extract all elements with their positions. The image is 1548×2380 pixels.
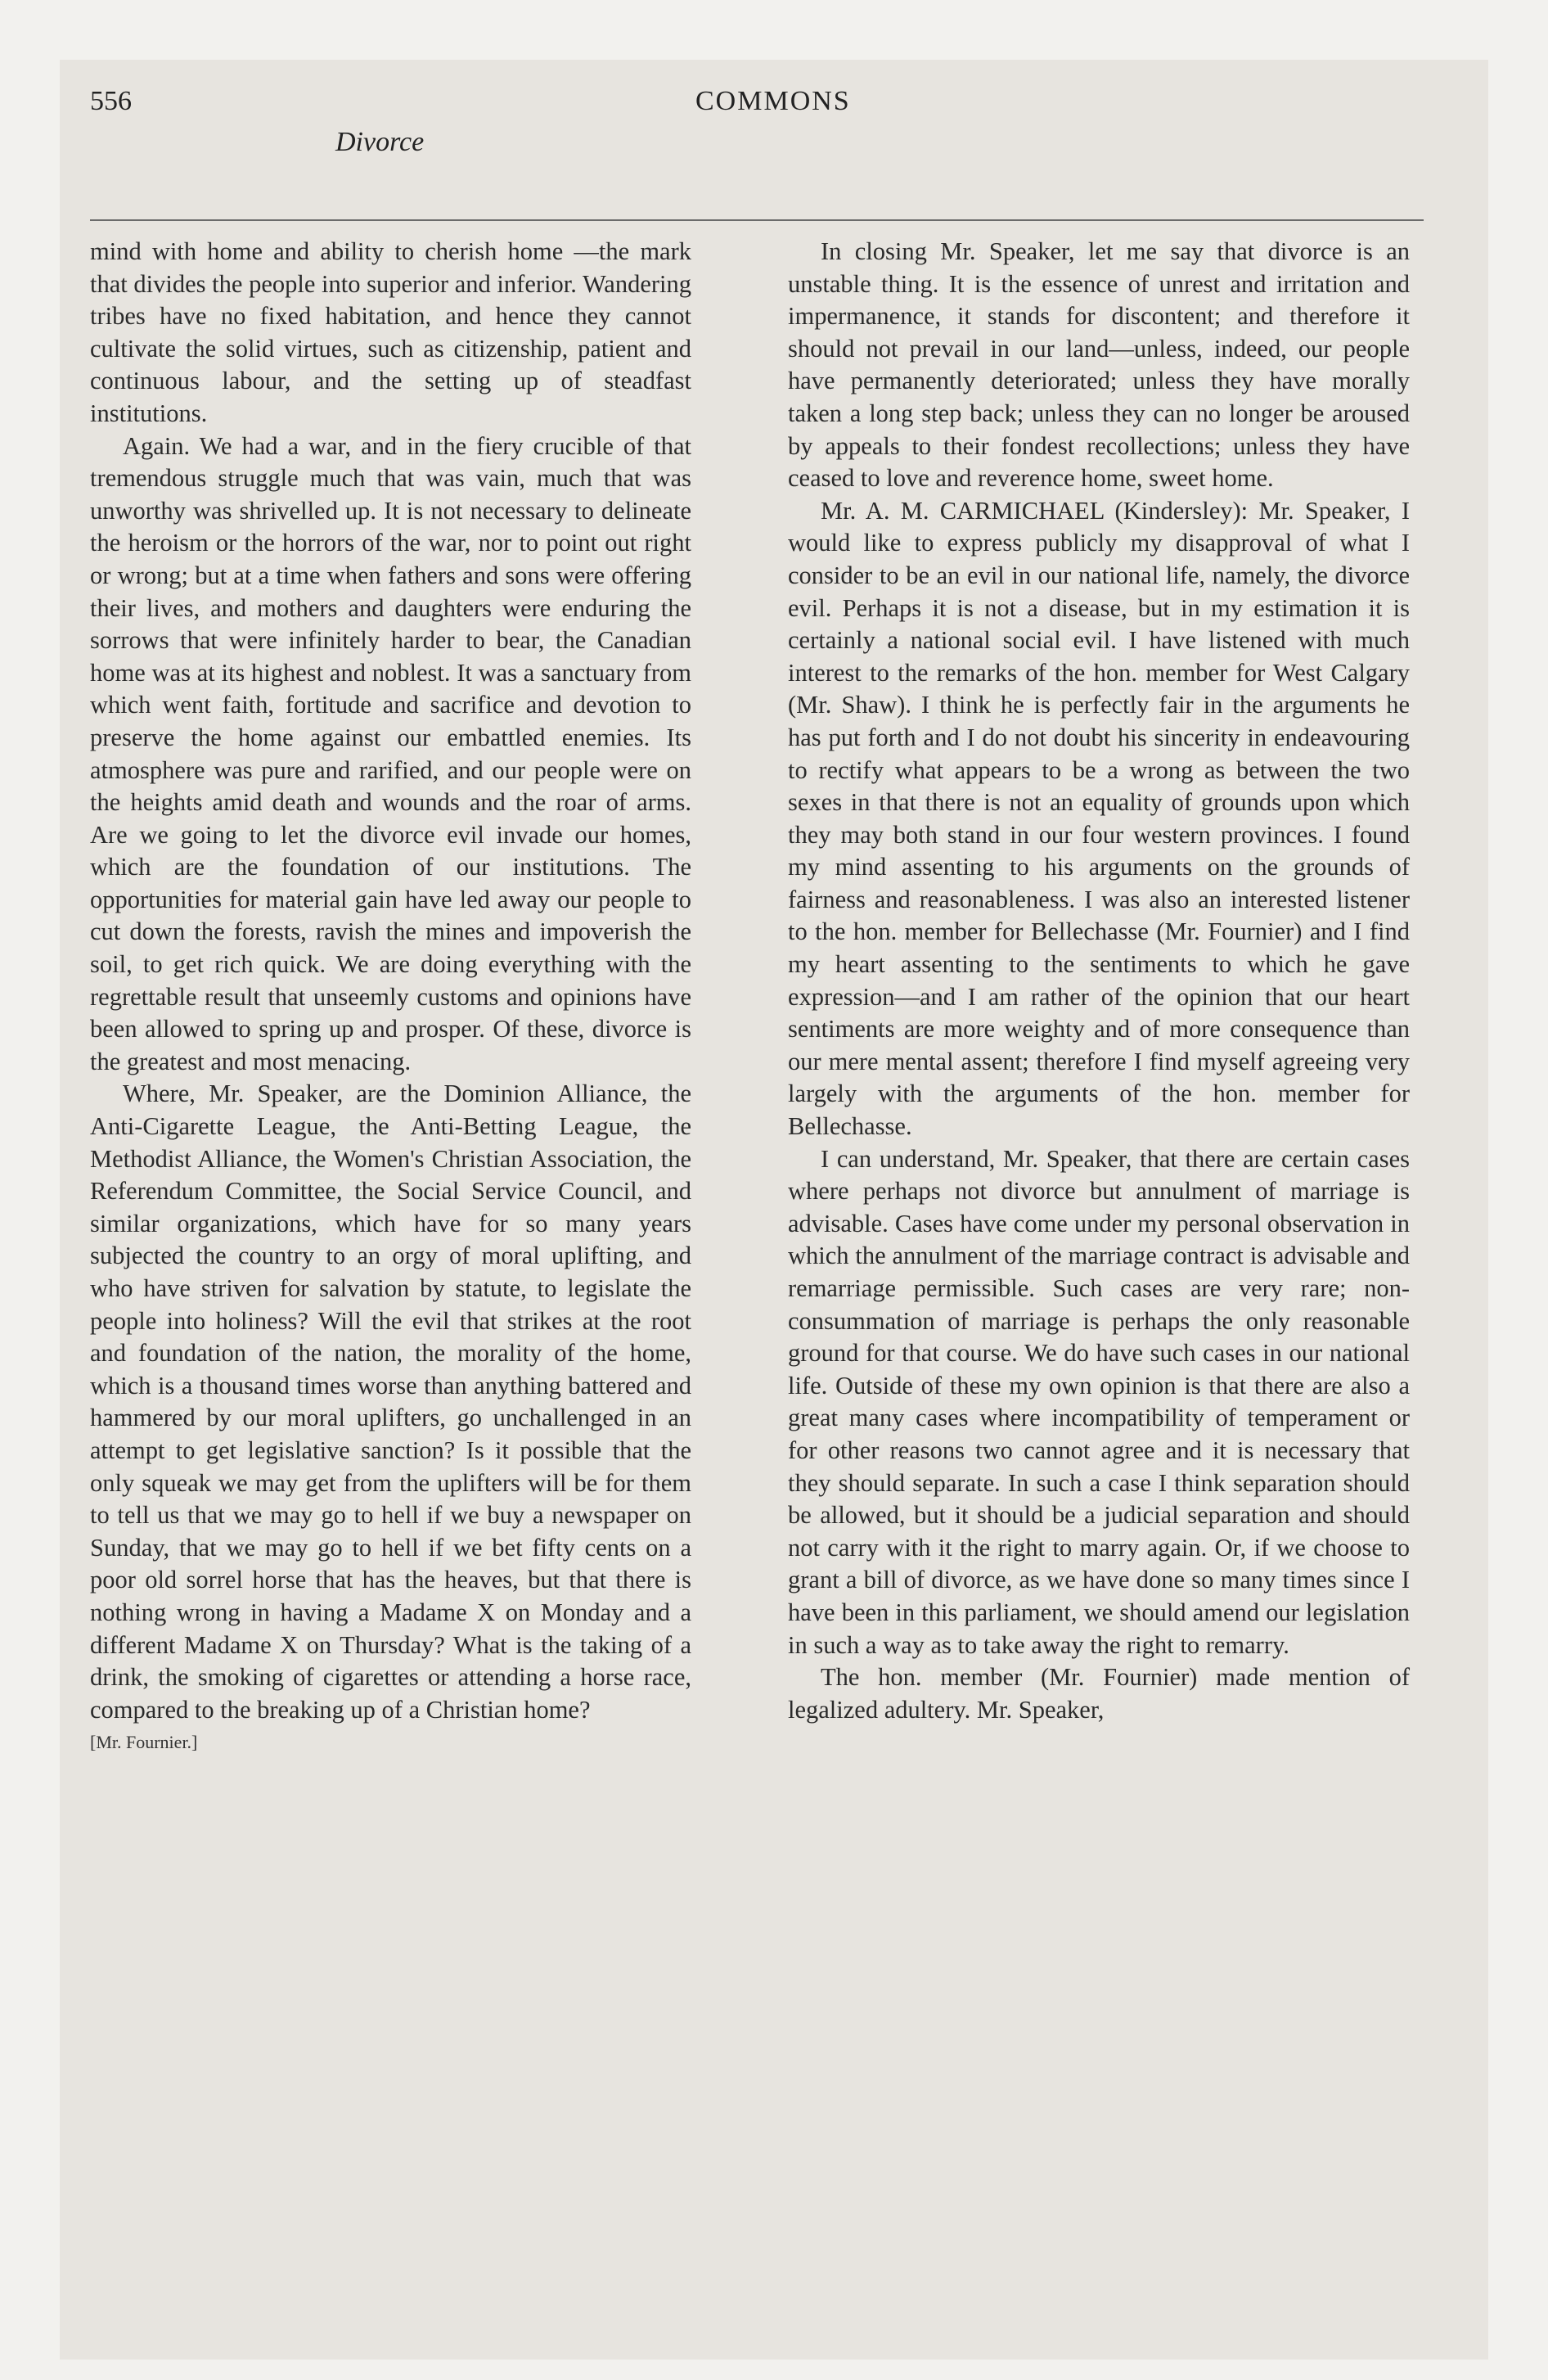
- paragraph: The hon. member (Mr. Fournier) made mention of legalized adultery. Mr. Speaker,: [788, 1663, 1410, 1724]
- paragraph: Again. We had a war, and in the fiery crucible of that tremendous struggle much that was vain, much that was unworthy was shrivelled up. It is not necessary to delineate the heroism or the horrors of the war, nor to point out right or wrong; but at a time when fathers and sons were offering their lives, and mothers and daughters were enduring the sorrows that were infinitely harder to bear, the Canadian home was at its highest and noblest. It was a sanctuary from which went faith, fortitude and sacrifice and devotion to preserve the home against our embattled enemies. Its atmosphere was pure and rarified, and our people were on the heights amid death and wounds and the roar of arms. Are we going to let the divorce evil invade our homes, which are the foundation of our institutions. The opportunities for material gain have led away our people to cut down the forests, ravish the mines and impoverish the soil, to get rich quick. We are doing everything with the regrettable result that unseemly customs and opinions have been allowed to spring up and prosper. Of these, divorce is the greatest and most menacing.: [90, 431, 691, 1075]
- paragraph: mind with home and ability to cherish home —the mark that divides the people into superior and inferior. Wandering tribes have no fixed habitation, and hence they cannot cultivate the solid virtues, such as citizenship, patient and continuous labour, and the setting up of steadfast institutions.: [90, 237, 691, 427]
- speaker-footer: [Mr. Fournier.]: [90, 1732, 198, 1753]
- paragraph: Where, Mr. Speaker, are the Dominion Alliance, the Anti-Cigarette League, the Anti-Betting League, the Methodist Alliance, the Women's Christian Association, the Referendum Committee, the Social Service Council, and similar organizations, which have for so many years subjected the country to an orgy of moral uplifting, and who have striven for salvation by statute, to legislate the people into holiness? Will the evil that strikes at the root and foundation of the nation, the morality of the home, which is a thousand times worse than anything battered and hammered by our moral uplifters, go unchallenged in an attempt to get legislative sanction? Is it possible that the only squeak we may get from the uplifters will be for them to tell us that we may go to hell if we buy a newspaper on Sunday, that we may go to hell if we bet fifty cents on a poor old sorrel horse that has the heaves, but that there is nothing wrong in having a Madame X on Monday and a different Madame X on Thursday? What is the taking of a drink, the smoking of cigarettes or attending a horse race, compared to the breaking up of a Christian home?: [90, 1080, 691, 1724]
- subject-heading: Divorce: [335, 127, 425, 157]
- header-rule: [90, 219, 1424, 221]
- paragraph: Mr. A. M. CARMICHAEL (Kindersley): Mr. Speaker, I would like to express publicly my disapproval of what I consider to be an evil in our national life, namely, the divorce evil. Perhaps it is not a disease, but in my estimation it is certainly a national social evil. I have listened with much interest to the remarks of the hon. member for West Calgary (Mr. Shaw). I think he is perfectly fair in the arguments he has put forth and I do not doubt his sincerity in endeavouring to rectify what appears to be a wrong as between the two sexes in that there is not an equality of grounds upon which they may both stand in our four western provinces. I found my mind assenting to his arguments on the grounds of fairness and reasonableness. I was also an interested listener to the hon. member for Bellechasse (Mr. Fournier) and I find my heart assenting to the sentiments to which he gave expression—and I am rather of the opinion that our heart sentiments are more weighty and of more consequence than our mere mental assent; therefore I find myself agreeing very largely with the arguments of the hon. member for Bellechasse.: [788, 496, 1410, 1141]
- left-column: [90, 236, 691, 1759]
- paragraph: In closing Mr. Speaker, let me say that divorce is an unstable thing. It is the essence of unrest and irritation and impermanence, it stands for discontent; and therefore it should not prevail in our land—unless, indeed, our people have permanently deteriorated; unless they have morally taken a long step back; unless they can no longer be aroused by appeals to their fondest recollections; unless they have ceased to love and reverence home, sweet home.: [788, 237, 1410, 493]
- page-number: 556: [90, 86, 132, 116]
- right-column: [788, 236, 1410, 1726]
- page-header: [90, 86, 1424, 209]
- paragraph: I can understand, Mr. Speaker, that there are certain cases where perhaps not divorce but annulment of marriage is advisable. Cases have come under my personal observation in which the annulment of the marriage contract is advisable and remarriage permissible. Such cases are very rare; non-consummation of marriage is perhaps the only reasonable ground for that course. We do have such cases in our national life. Outside of these my own opinion is that there are also a great many cases where incompatibility of temperament or for other reasons two cannot agree and it is necessary that they should separate. In such a case I think separation should be allowed, but it should be a judicial separation and should not carry with it the right to marry again. Or, if we choose to grant a bill of divorce, as we have done so many times since I have been in this parliament, we should amend our legislation in such a way as to take away the right to remarry.: [788, 1144, 1410, 1659]
- running-head: COMMONS: [695, 86, 851, 116]
